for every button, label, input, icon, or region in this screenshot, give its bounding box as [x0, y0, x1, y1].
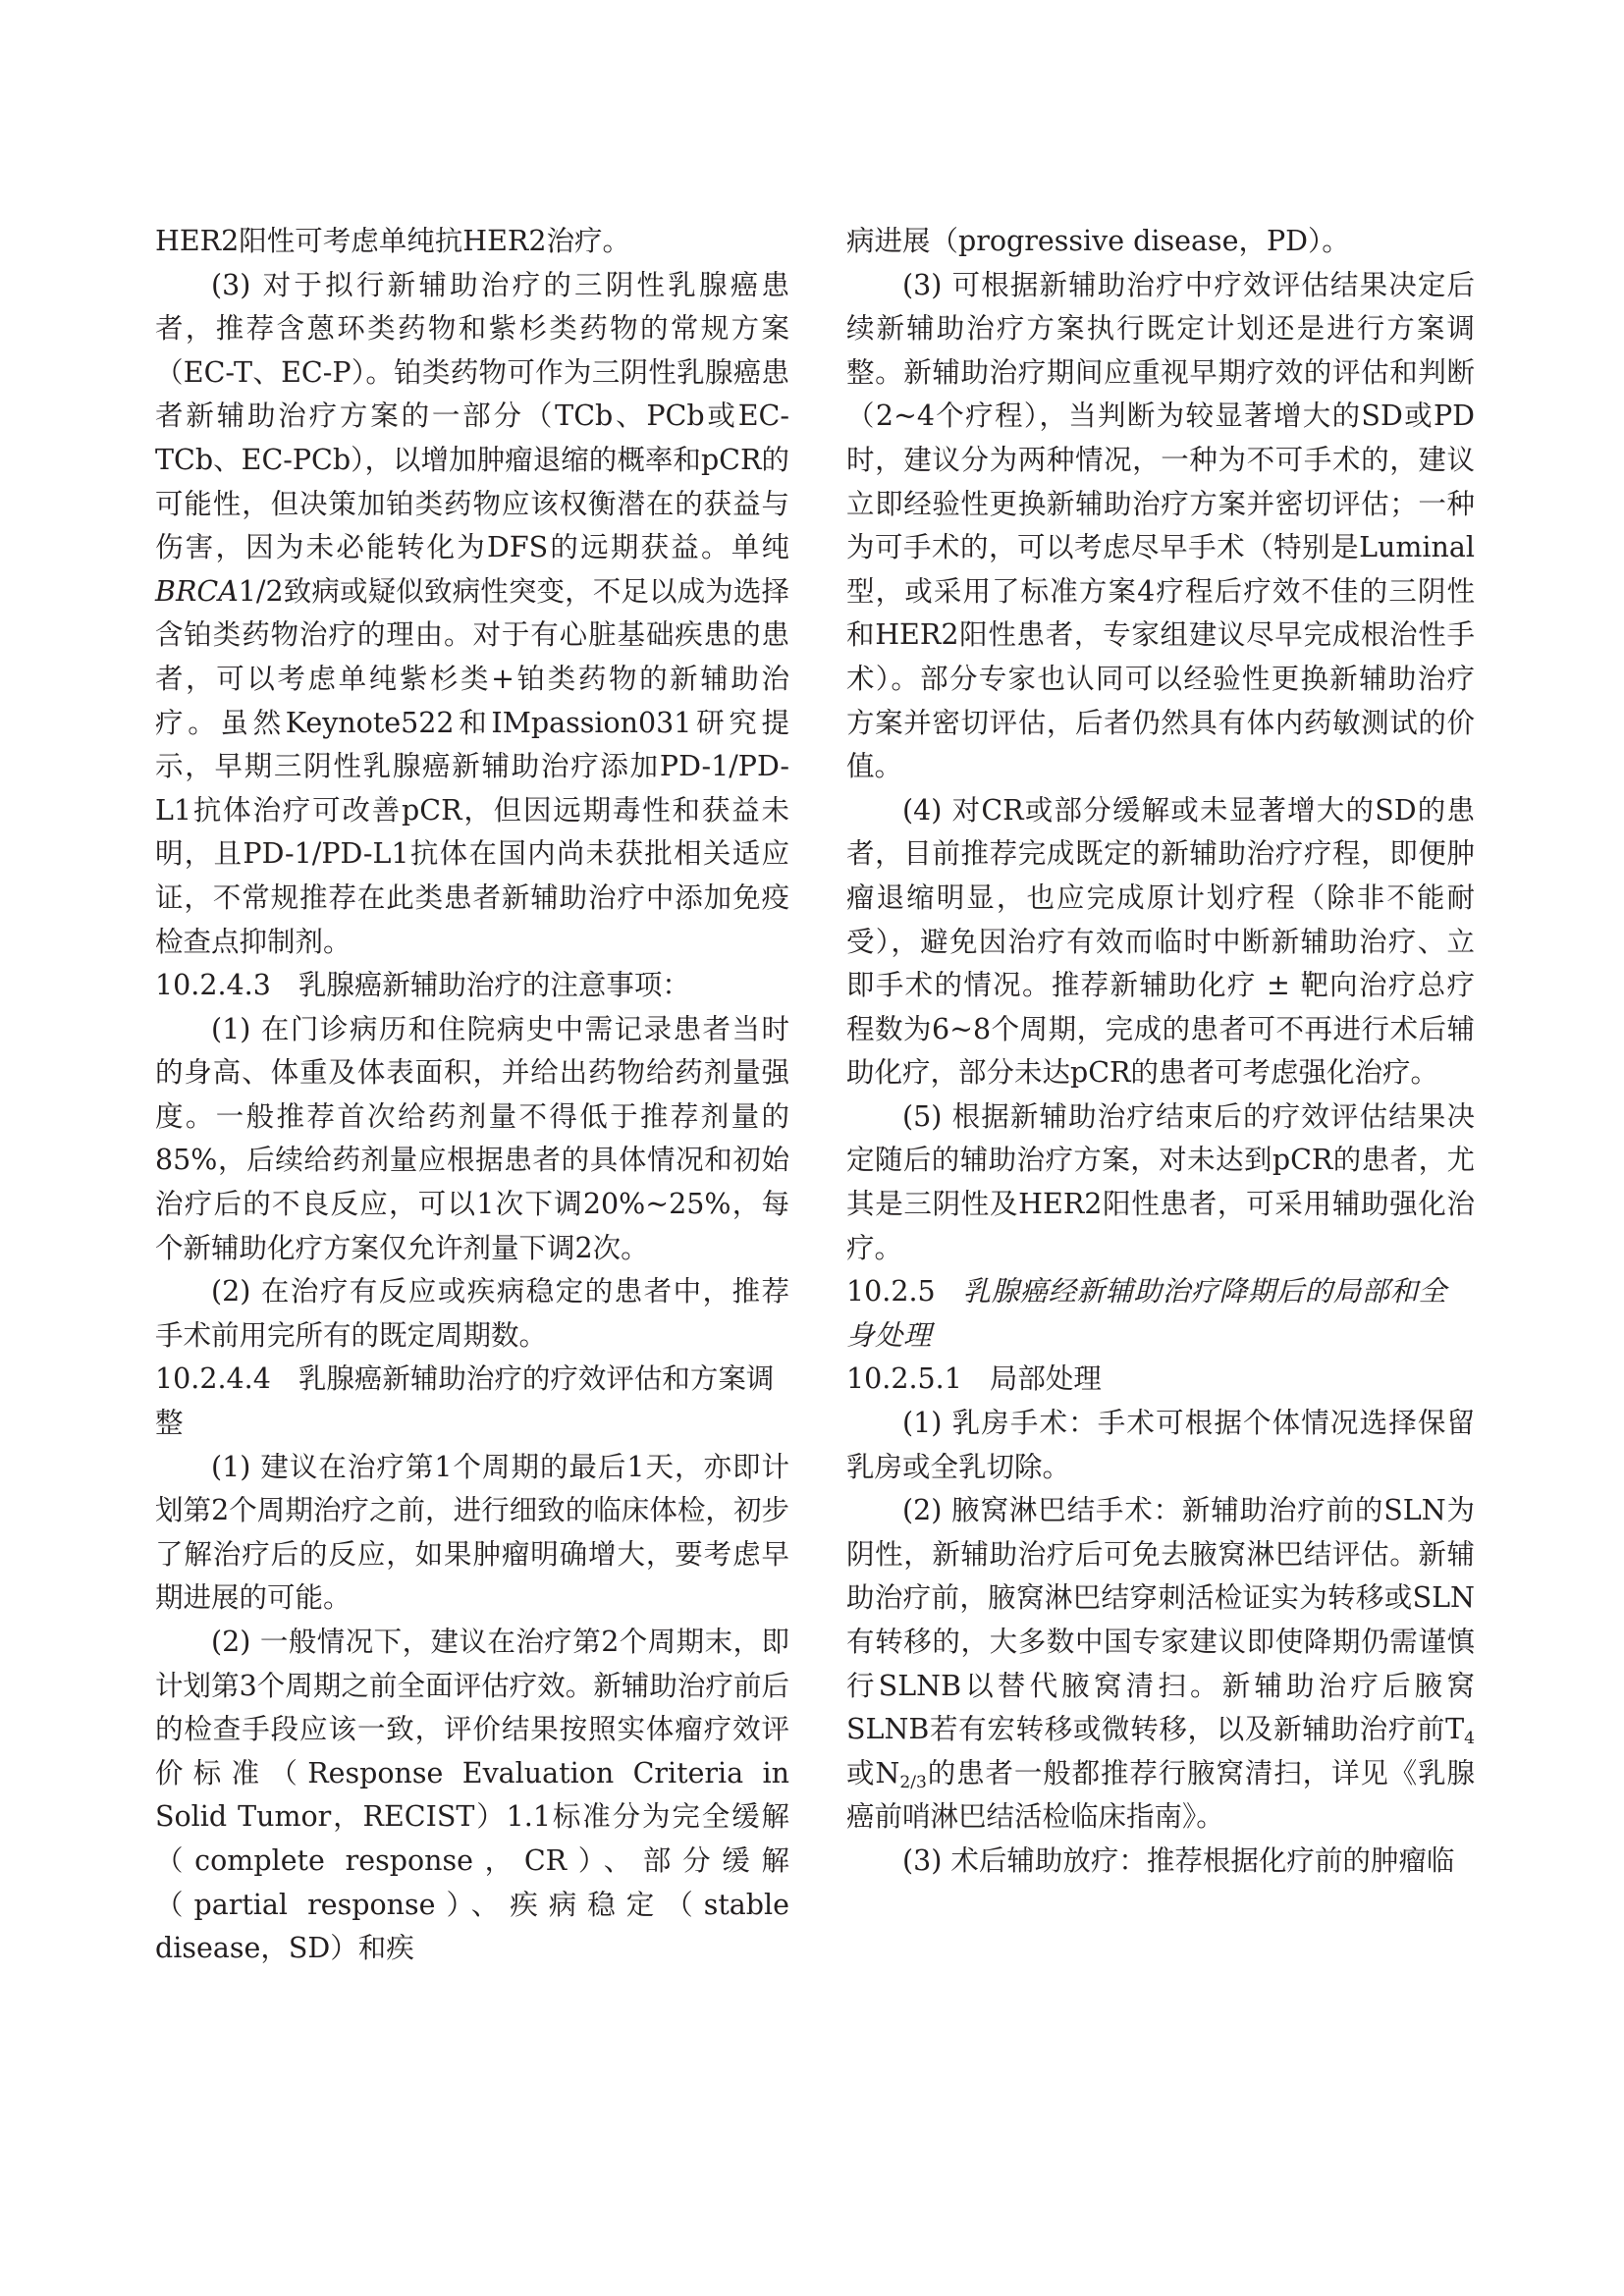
left-column — [155, 220, 789, 1971]
paragraph-complete-course — [846, 789, 1475, 1095]
text: 病进展（progressive disease，PD）。 — [846, 225, 1350, 257]
text: (2) 一般情况下，建议在治疗第2个周期末，即计划第3个周期之前全面评估疗效。新辅助治疗前后的检查手段应该一致，评价结果按照实体瘤疗效评价标准（Response Evaluation Criteria in Solid Tumor，RECIST）1.1标准分为完全缓解（complete response，CR）、部分缓解（partial response）、疾病稳定（stable disease，SD）和疾 — [155, 1626, 789, 1965]
text: (5) 根据新辅助治疗结束后的疗效评估结果决定随后的辅助治疗方案，对未达到pCR的患者，尤其是三阴性及HER2阳性患者，可采用辅助强化治疗。 — [846, 1099, 1475, 1264]
section-title: 乳腺癌新辅助治疗的疗效评估和方案调整 — [155, 1362, 775, 1440]
subscript: 4 — [1464, 1729, 1475, 1749]
section-title: 乳腺癌经新辅助治疗降期后的局部和全身处理 — [846, 1275, 1447, 1352]
gene-name: BRCA — [155, 574, 239, 608]
text: (4) 对CR或部分缓解或未显著增大的SD的患者，目前推荐完成既定的新辅助治疗疗程，即便肿瘤退缩明显，也应完成原计划疗程（除非不能耐受），避免因治疗有效而临时中断新辅助治疗、立即手术的情况。推荐新辅助化疗 ± 靶向治疗总疗程数为6~8个周期，完成的患者可不再进行术后辅助化疗，部分未达pCR的患者可考虑强化治疗。 — [846, 793, 1475, 1090]
text: 的患者一般都推荐行腋窝清扫，详见《乳腺癌前哨淋巴结活检临床指南》。 — [846, 1756, 1475, 1834]
paragraph-her2-continuation — [155, 220, 789, 264]
section-number: 10.2.4.4 — [155, 1362, 271, 1396]
paragraph-dose-record — [155, 1008, 789, 1271]
right-column — [846, 220, 1475, 1884]
section-number: 10.2.5.1 — [846, 1362, 962, 1396]
text: 1/2致病或疑似致病性突变，不足以成为选择含铂类药物治疗的理由。对于有心脏基础疾患的患者，可以考虑单纯紫杉类+铂类药物的新辅助治疗。虽然Keynote522和IMpassion031研究提示，早期三阴性乳腺癌新辅助治疗添加PD-1/PD-L1抗体治疗可改善pCR，但因远期毒性和获益未明，且PD-1/PD-L1抗体在国内尚未获批相关适应证，不常规推荐在此类患者新辅助治疗中添加免疫检查点抑制剂。 — [155, 574, 789, 958]
section-number: 10.2.5 — [846, 1275, 936, 1308]
section-heading-10-2-4-3 — [155, 964, 789, 1008]
text: (3) 对于拟行新辅助治疗的三阴性乳腺癌患者，推荐含蒽环类药物和紫杉类药物的常规方案（EC-T、EC-P）。铂类药物可作为三阴性乳腺癌患者新辅助治疗方案的一部分（TCb、PCb或EC-TCb、EC-PCb），以增加肿瘤退缩的概率和pCR的可能性，但决策加铂类药物应该权衡潜在的获益与伤害，因为未必能转化为DFS的远期获益。单纯 — [155, 268, 789, 564]
paragraph-recist-evaluation — [155, 1621, 789, 1971]
text: (3) 可根据新辅助治疗中疗效评估结果决定后续新辅助治疗方案执行既定计划还是进行方案调整。新辅助治疗期间应重视早期疗效的评估和判断（2~4个疗程），当判断为较显著增大的SD或PD时，建议分为两种情况，一种为不可手术的，建议立即经验性更换新辅助治疗方案并密切评估；一种为可手术的，可以考虑尽早手术（特别是Luminal型，或采用了标准方案4疗程后疗效不佳的三阴性和HER2阳性患者，专家组建议尽早完成根治性手术）。部分专家也认同可以经验性更换新辅助治疗方案并密切评估，后者仍然具有体内药敏测试的价值。 — [846, 268, 1475, 783]
text: HER2阳性可考虑单纯抗HER2治疗。 — [155, 225, 630, 257]
text: (1) 在门诊病历和住院病史中需记录患者当时的身高、体重及体表面积，并给出药物给药剂量强度。一般推荐首次给药剂量不得低于推荐剂量的85%，后续给药剂量应根据患者的具体情况和初始治疗后的不良反应，可以1次下调20%~25%，每个新辅助化疗方案仅允许剂量下调2次。 — [155, 1012, 789, 1264]
section-number: 10.2.4.3 — [155, 969, 271, 1002]
paragraph-breast-surgery — [846, 1402, 1475, 1489]
paragraph-axillary-surgery — [846, 1489, 1475, 1840]
paragraph-complete-cycles — [155, 1270, 789, 1358]
text: (1) 乳房手术：手术可根据个体情况选择保留乳房或全乳切除。 — [846, 1407, 1475, 1483]
text: (3) 术后辅助放疗：推荐根据化疗前的肿瘤临 — [902, 1843, 1455, 1877]
paragraph-adjuvant-plan — [846, 1095, 1475, 1270]
text: (1) 建议在治疗第1个周期的最后1天，亦即计划第2个周期治疗之前，进行细致的临床体检，初步了解治疗后的反应，如果肿瘤明确增大，要考虑早期进展的可能。 — [155, 1450, 789, 1615]
section-title: 乳腺癌新辅助治疗的注意事项： — [298, 969, 690, 1002]
paragraph-pd-continuation — [846, 220, 1475, 264]
paragraph-triple-negative — [155, 264, 789, 965]
text: (2) 在治疗有反应或疾病稳定的患者中，推荐手术前用完所有的既定周期数。 — [155, 1275, 789, 1352]
paragraph-regimen-adjustment — [846, 264, 1475, 789]
section-title: 局部处理 — [989, 1362, 1102, 1396]
text: 或N — [846, 1756, 900, 1789]
section-heading-10-2-5 — [846, 1270, 1475, 1358]
paragraph-radiotherapy — [846, 1840, 1475, 1884]
text: (2) 腋窝淋巴结手术：新辅助治疗前的SLN为阴性，新辅助治疗后可免去腋窝淋巴结评估。新辅助治疗前，腋窝淋巴结穿刺活检证实为转移或SLN有转移的，大多数中国专家建议即使降期仍需谨慎行SLNB以替代腋窝清扫。新辅助治疗后腋窝SLNB若有宏转移或微转移，以及新辅助治疗前T — [846, 1494, 1475, 1746]
subscript: 2/3 — [899, 1772, 927, 1792]
section-heading-10-2-4-4 — [155, 1358, 789, 1445]
section-heading-10-2-5-1 — [846, 1358, 1475, 1402]
paragraph-first-cycle-exam — [155, 1446, 789, 1621]
